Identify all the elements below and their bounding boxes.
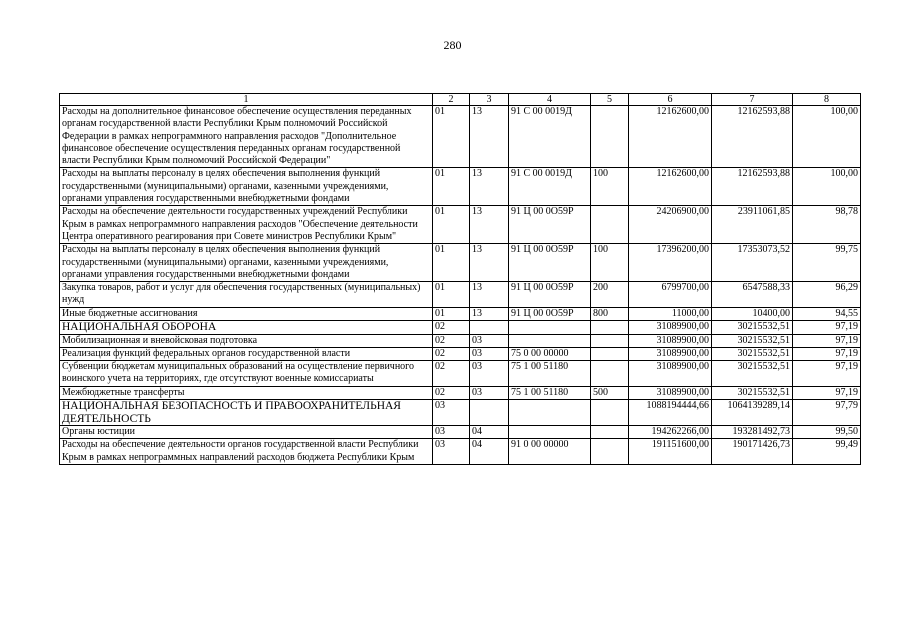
section-code-cell: 01 xyxy=(433,106,470,168)
target-article-cell xyxy=(509,334,591,347)
table-row xyxy=(60,206,861,244)
actual-amount-cell: 6547588,33 xyxy=(712,282,793,308)
actual-amount-cell: 30215532,51 xyxy=(712,386,793,399)
section-code-cell: 01 xyxy=(433,206,470,244)
target-article-cell: 91 0 00 00000 xyxy=(509,439,591,465)
subsection-code-cell: 13 xyxy=(470,206,509,244)
item-name-cell: Закупка товаров, работ и услуг для обеспечения государственных (муниципальных) нужд xyxy=(60,282,433,308)
subsection-code-cell xyxy=(470,321,509,335)
table-row xyxy=(60,168,861,206)
actual-amount-cell: 30215532,51 xyxy=(712,361,793,387)
actual-amount-cell: 193281492,73 xyxy=(712,426,793,439)
section-code-cell: 03 xyxy=(433,439,470,465)
execution-percent-cell: 98,78 xyxy=(793,206,861,244)
actual-amount-cell: 1064139289,14 xyxy=(712,400,793,426)
expense-type-cell xyxy=(591,106,629,168)
target-article-cell: 75 1 00 51180 xyxy=(509,386,591,399)
expense-type-cell xyxy=(591,206,629,244)
section-code-cell: 02 xyxy=(433,386,470,399)
page-number: 280 xyxy=(443,38,462,52)
planned-amount-cell: 194262266,00 xyxy=(629,426,712,439)
target-article-cell: 91 Ц 00 0О59Р xyxy=(509,206,591,244)
execution-percent-cell: 99,49 xyxy=(793,439,861,465)
subsection-code-cell: 04 xyxy=(470,426,509,439)
planned-amount-cell: 31089900,00 xyxy=(629,386,712,399)
actual-amount-cell: 30215532,51 xyxy=(712,321,793,335)
item-name-cell: Субвенции бюджетам муниципальных образований на осуществление первичного воинского учета на территориях, где отсутствуют военные комиссариаты xyxy=(60,361,433,387)
subsection-code-cell xyxy=(470,400,509,426)
column-header: 8 xyxy=(793,94,861,106)
column-header: 5 xyxy=(591,94,629,106)
table-row xyxy=(60,426,861,439)
item-name-cell: НАЦИОНАЛЬНАЯ ОБОРОНА xyxy=(60,321,433,335)
table-row xyxy=(60,361,861,387)
budget-execution-table xyxy=(59,93,861,465)
section-code-cell: 02 xyxy=(433,347,470,360)
expense-type-cell: 100 xyxy=(591,244,629,282)
subsection-code-cell: 03 xyxy=(470,386,509,399)
item-name-cell: Расходы на обеспечение деятельности органов государственной власти Республики Крым в рамках непрограммных направлений расходов бюджета Республики Крым xyxy=(60,439,433,465)
table-row xyxy=(60,321,861,335)
actual-amount-cell: 10400,00 xyxy=(712,307,793,320)
execution-percent-cell: 96,29 xyxy=(793,282,861,308)
table-row xyxy=(60,244,861,282)
target-article-cell xyxy=(509,400,591,426)
execution-percent-cell: 100,00 xyxy=(793,106,861,168)
item-name-cell: Расходы на выплаты персоналу в целях обеспечения выполнения функций государственными (муниципальными) органами, казенными учреждениями, органами управления государственными внебюджетными фондами xyxy=(60,168,433,206)
expense-type-cell xyxy=(591,361,629,387)
section-code-cell: 02 xyxy=(433,321,470,335)
planned-amount-cell: 24206900,00 xyxy=(629,206,712,244)
target-article-cell: 75 0 00 00000 xyxy=(509,347,591,360)
section-code-cell: 01 xyxy=(433,307,470,320)
item-name-cell: Органы юстиции xyxy=(60,426,433,439)
table-row xyxy=(60,106,861,168)
execution-percent-cell: 99,50 xyxy=(793,426,861,439)
subsection-code-cell: 13 xyxy=(470,106,509,168)
table-row xyxy=(60,386,861,399)
planned-amount-cell: 31089900,00 xyxy=(629,321,712,335)
column-header: 2 xyxy=(433,94,470,106)
item-name-cell: Реализация функций федеральных органов государственной власти xyxy=(60,347,433,360)
subsection-code-cell: 13 xyxy=(470,307,509,320)
table-row xyxy=(60,307,861,320)
expense-type-cell xyxy=(591,334,629,347)
column-header: 7 xyxy=(712,94,793,106)
target-article-cell: 91 Ц 00 0О59Р xyxy=(509,244,591,282)
subsection-code-cell: 13 xyxy=(470,282,509,308)
section-code-cell: 01 xyxy=(433,244,470,282)
item-name-cell: Мобилизационная и вневойсковая подготовка xyxy=(60,334,433,347)
planned-amount-cell: 31089900,00 xyxy=(629,347,712,360)
target-article-cell: 91 С 00 0019Д xyxy=(509,106,591,168)
planned-amount-cell: 17396200,00 xyxy=(629,244,712,282)
table-row xyxy=(60,439,861,465)
table-body xyxy=(60,106,861,465)
actual-amount-cell: 17353073,52 xyxy=(712,244,793,282)
execution-percent-cell: 100,00 xyxy=(793,168,861,206)
planned-amount-cell: 191151600,00 xyxy=(629,439,712,465)
expense-type-cell xyxy=(591,439,629,465)
target-article-cell xyxy=(509,321,591,335)
expense-type-cell xyxy=(591,400,629,426)
table-row xyxy=(60,347,861,360)
execution-percent-cell: 97,19 xyxy=(793,386,861,399)
item-name-cell: НАЦИОНАЛЬНАЯ БЕЗОПАСНОСТЬ И ПРАВООХРАНИТЕЛЬНАЯ ДЕЯТЕЛЬНОСТЬ xyxy=(60,400,433,426)
actual-amount-cell: 30215532,51 xyxy=(712,334,793,347)
execution-percent-cell: 97,19 xyxy=(793,334,861,347)
subsection-code-cell: 04 xyxy=(470,439,509,465)
table-header-row xyxy=(60,94,861,106)
expense-type-cell xyxy=(591,426,629,439)
item-name-cell: Расходы на дополнительное финансовое обеспечение осуществления переданных органам государственной власти Республики Крым полномочий Российской Федерации в рамках непрограммного направления расходов "Дополнительное финансовое обеспечение осуществления переданных органам государственной власти Республики Крым полномочий Российской Федерации" xyxy=(60,106,433,168)
section-code-cell: 01 xyxy=(433,282,470,308)
table-row xyxy=(60,334,861,347)
target-article-cell: 75 1 00 51180 xyxy=(509,361,591,387)
column-header: 6 xyxy=(629,94,712,106)
execution-percent-cell: 97,19 xyxy=(793,347,861,360)
planned-amount-cell: 1088194444,66 xyxy=(629,400,712,426)
planned-amount-cell: 12162600,00 xyxy=(629,106,712,168)
execution-percent-cell: 94,55 xyxy=(793,307,861,320)
planned-amount-cell: 31089900,00 xyxy=(629,334,712,347)
target-article-cell: 91 Ц 00 0О59Р xyxy=(509,282,591,308)
subsection-code-cell: 13 xyxy=(470,168,509,206)
column-header: 4 xyxy=(509,94,591,106)
execution-percent-cell: 97,19 xyxy=(793,321,861,335)
subsection-code-cell: 03 xyxy=(470,361,509,387)
expense-type-cell xyxy=(591,321,629,335)
execution-percent-cell: 97,79 xyxy=(793,400,861,426)
actual-amount-cell: 23911061,85 xyxy=(712,206,793,244)
expense-type-cell: 500 xyxy=(591,386,629,399)
item-name-cell: Межбюджетные трансферты xyxy=(60,386,433,399)
planned-amount-cell: 6799700,00 xyxy=(629,282,712,308)
column-header: 1 xyxy=(60,94,433,106)
execution-percent-cell: 99,75 xyxy=(793,244,861,282)
actual-amount-cell: 12162593,88 xyxy=(712,168,793,206)
target-article-cell: 91 С 00 0019Д xyxy=(509,168,591,206)
actual-amount-cell: 30215532,51 xyxy=(712,347,793,360)
column-header: 3 xyxy=(470,94,509,106)
expense-type-cell: 200 xyxy=(591,282,629,308)
section-code-cell: 01 xyxy=(433,168,470,206)
section-code-cell: 03 xyxy=(433,400,470,426)
target-article-cell: 91 Ц 00 0О59Р xyxy=(509,307,591,320)
section-code-cell: 03 xyxy=(433,426,470,439)
section-code-cell: 02 xyxy=(433,334,470,347)
item-name-cell: Расходы на выплаты персоналу в целях обеспечения выполнения функций государственными (муниципальными) органами, казенными учреждениями, органами управления государственными внебюджетными фондами xyxy=(60,244,433,282)
table-row xyxy=(60,400,861,426)
actual-amount-cell: 190171426,73 xyxy=(712,439,793,465)
item-name-cell: Расходы на обеспечение деятельности государственных учреждений Республики Крым в рамках непрограммного направления расходов "Обеспечение деятельности Центра оперативного реагирования при Совете министров Республики Крым" xyxy=(60,206,433,244)
expense-type-cell xyxy=(591,347,629,360)
subsection-code-cell: 03 xyxy=(470,334,509,347)
item-name-cell: Иные бюджетные ассигнования xyxy=(60,307,433,320)
subsection-code-cell: 03 xyxy=(470,347,509,360)
actual-amount-cell: 12162593,88 xyxy=(712,106,793,168)
expense-type-cell: 800 xyxy=(591,307,629,320)
table-row xyxy=(60,282,861,308)
expense-type-cell: 100 xyxy=(591,168,629,206)
subsection-code-cell: 13 xyxy=(470,244,509,282)
planned-amount-cell: 31089900,00 xyxy=(629,361,712,387)
section-code-cell: 02 xyxy=(433,361,470,387)
target-article-cell xyxy=(509,426,591,439)
execution-percent-cell: 97,19 xyxy=(793,361,861,387)
planned-amount-cell: 12162600,00 xyxy=(629,168,712,206)
planned-amount-cell: 11000,00 xyxy=(629,307,712,320)
